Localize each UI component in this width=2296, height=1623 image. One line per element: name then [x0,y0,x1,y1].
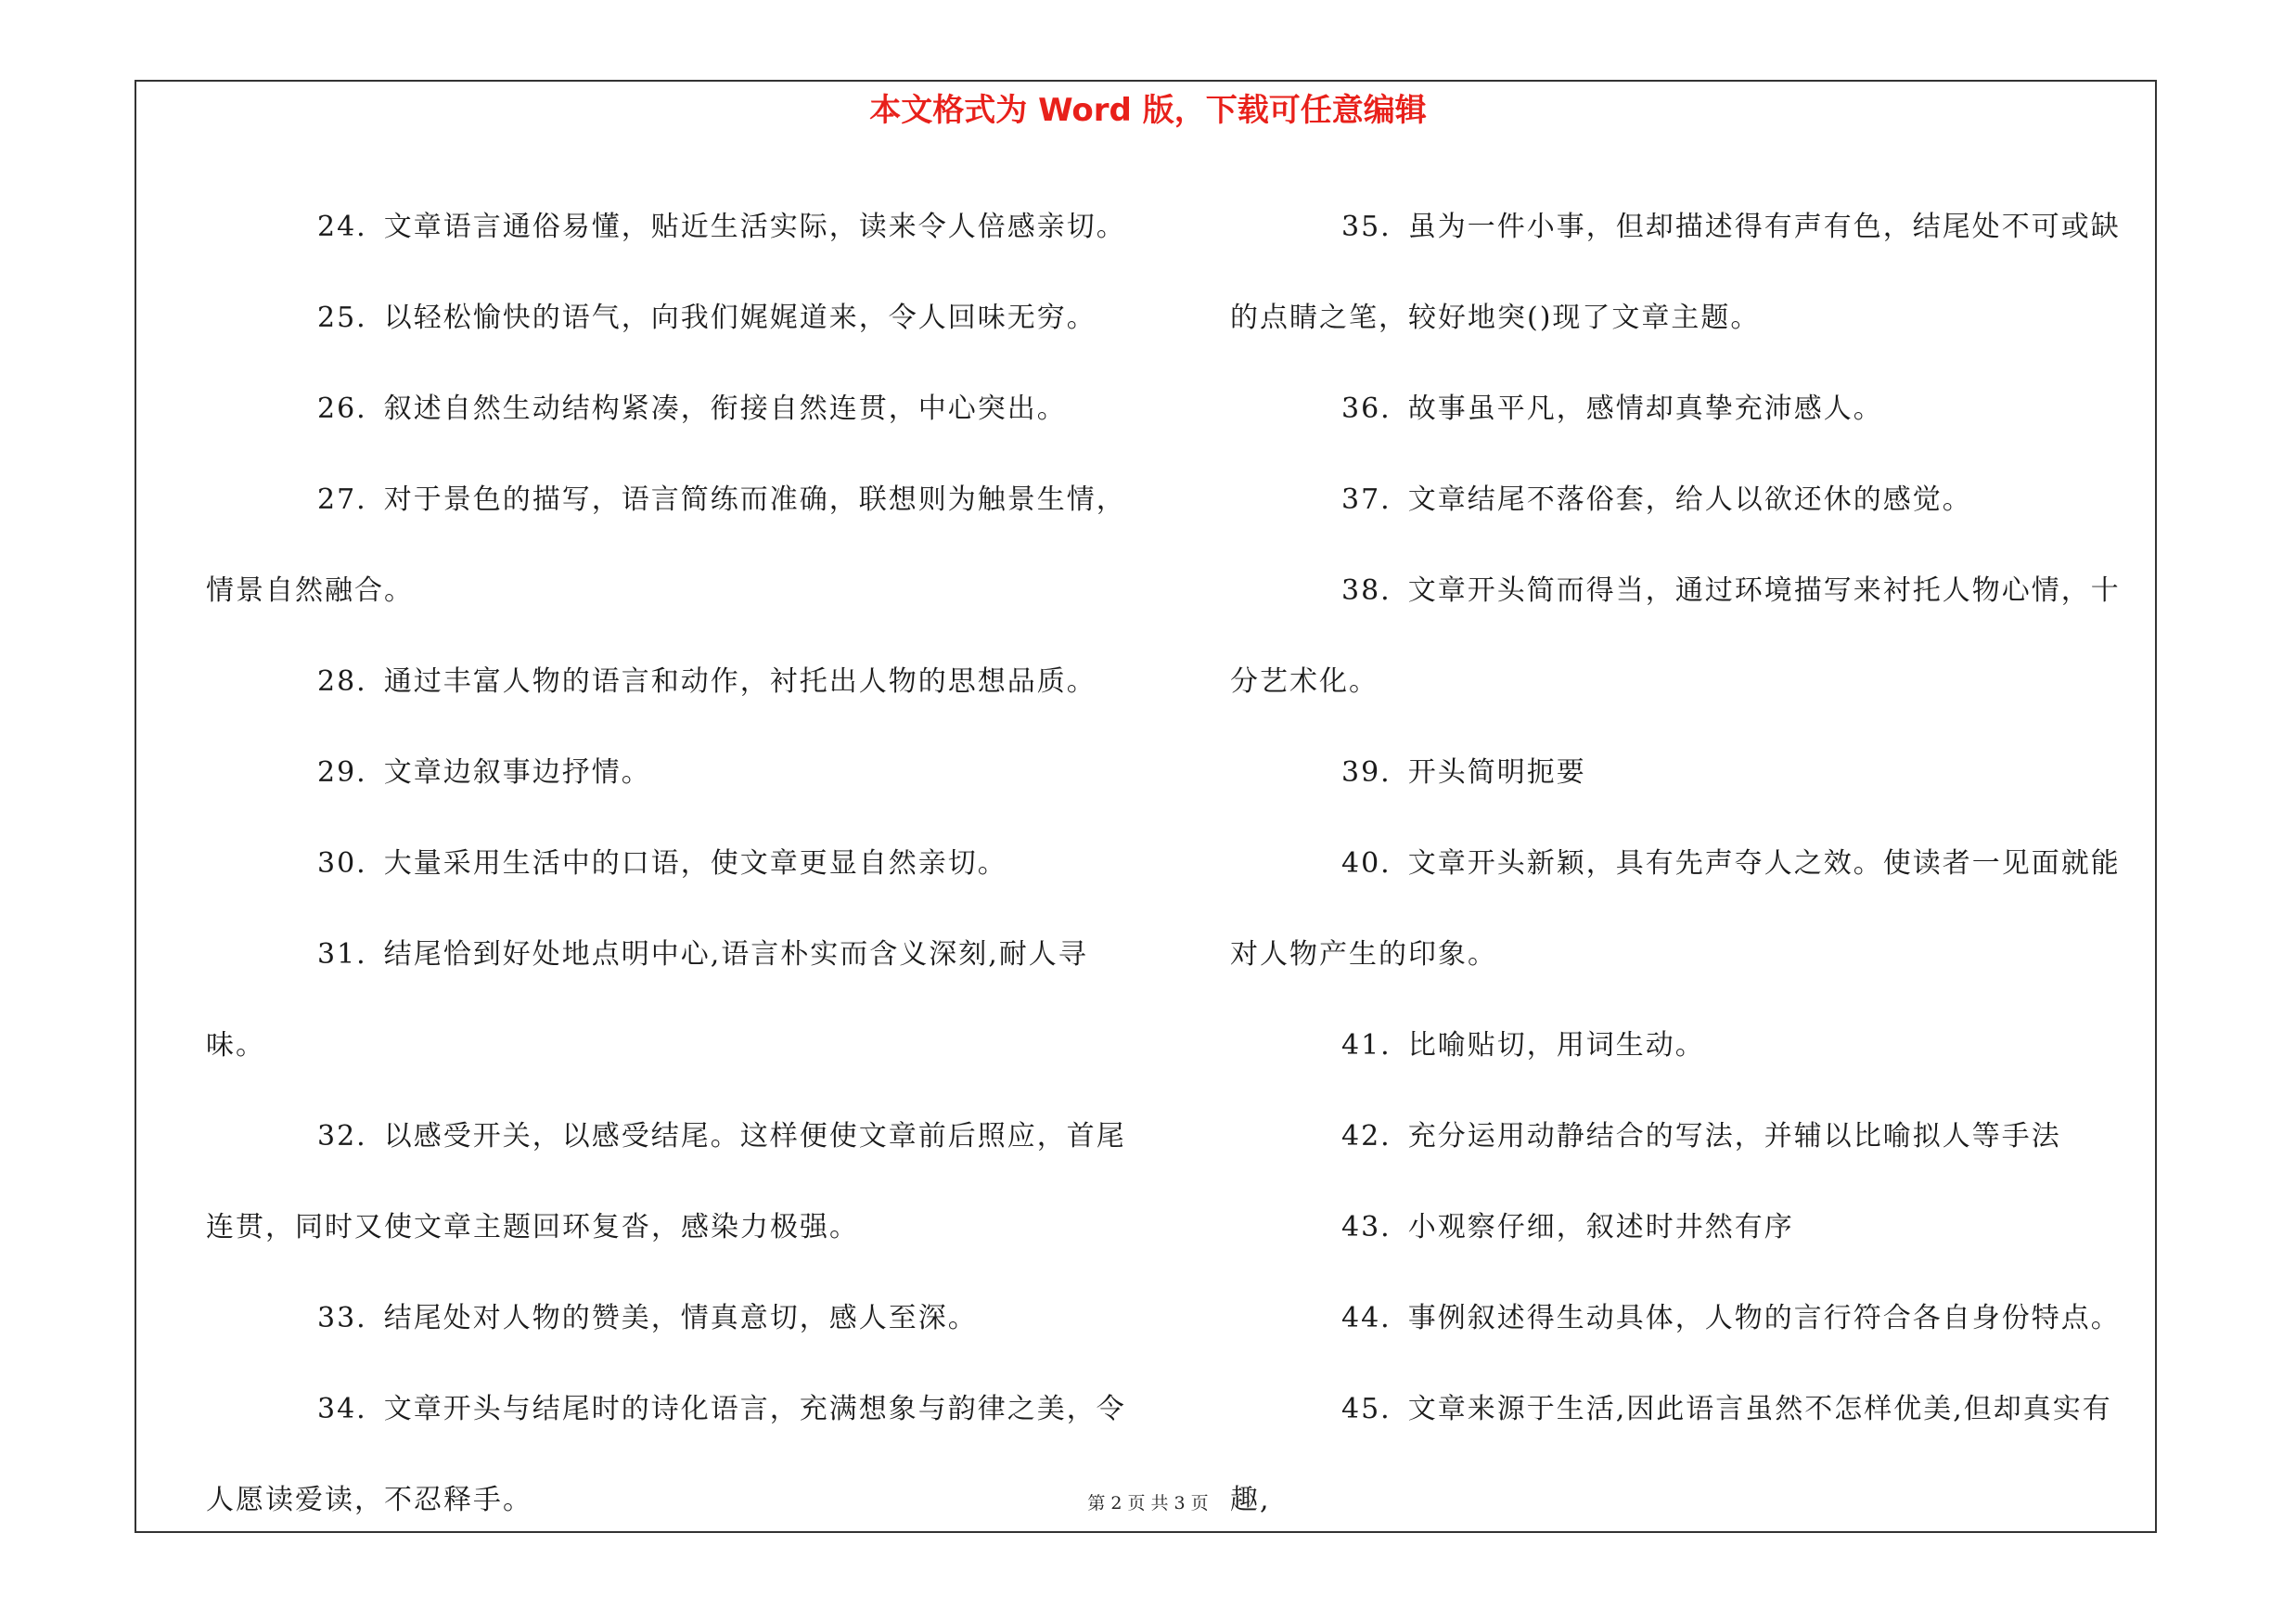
item-text: 故事虽平凡，感情却真挚充沛感人。 [1407,393,1883,425]
item-number: 28. [317,665,367,698]
item-text: 文章边叙事边抒情。 [383,756,651,789]
item-number: 31. [317,938,367,971]
item-number: 35. [1341,211,1392,243]
item-text: 结尾处对人物的赞美，情真意切，感人至深。 [383,1302,978,1334]
list-item [206,1364,1126,1546]
item-text: 充分运用动静结合的写法，并辅以比喻拟人等手法 [1407,1120,2061,1153]
item-number: 25. [317,302,367,334]
list-item [1230,1182,2148,1273]
list-item [206,1273,1126,1364]
item-number: 39. [1341,756,1392,789]
item-number: 41. [1341,1029,1392,1062]
item-number: 42. [1341,1120,1392,1153]
item-text: 结尾恰到好处地点明中心,语言朴实而含义深刻,耐人寻味。 [206,938,1088,1062]
item-text: 文章结尾不落俗套，给人以欲还休的感觉。 [1407,483,1972,516]
list-item [1230,1364,2148,1546]
list-item [1230,546,2148,728]
list-item [206,1091,1126,1273]
item-text: 文章来源于生活,因此语言虽然不怎样优美,但却真实有趣, [1230,1393,2112,1516]
item-text: 比喻贴切，用词生动。 [1407,1029,1705,1062]
item-number: 26. [317,393,367,425]
list-item [206,182,1126,273]
item-number: 36. [1341,393,1392,425]
item-number: 37. [1341,483,1392,516]
item-text: 开头简明扼要 [1407,756,1586,789]
item-number: 34. [317,1393,367,1425]
list-item [206,273,1126,364]
list-item [1230,1273,2148,1364]
list-item [206,728,1126,818]
item-number: 44. [1341,1302,1392,1334]
item-text: 虽为一件小事，但却描述得有声有色，结尾处不可或缺的点睛之笔，较好地突()现了文章主题。 [1230,211,2121,334]
list-item [1230,1000,2148,1091]
list-item [1230,455,2148,546]
item-number: 30. [317,847,367,880]
item-text: 文章开头新颖，具有先声夺人之效。使读者一见面就能对人物产生的印象。 [1230,847,2121,971]
item-number: 32. [317,1120,367,1153]
item-text: 文章开头简而得当，通过环境描写来衬托人物心情，十分艺术化。 [1230,574,2121,698]
item-number: 29. [317,756,367,789]
list-item [1230,182,2148,364]
list-item [206,909,1126,1091]
left-column [206,182,1126,1546]
item-number: 45. [1341,1393,1392,1425]
list-item [1230,818,2148,1000]
list-item [206,364,1126,455]
item-number: 38. [1341,574,1392,607]
item-text: 文章语言通俗易懂，贴近生活实际，读来令人倍感亲切。 [383,211,1126,243]
item-number: 24. [317,211,367,243]
list-item [206,818,1126,909]
item-text: 以感受开关，以感受结尾。这样便使文章前后照应，首尾连贯，同时又使文章主题回环复沓，感染力极强。 [206,1120,1126,1243]
item-number: 27. [317,483,367,516]
list-item [206,455,1126,637]
right-column [1230,182,2148,1546]
page-number: 第 2 页 共 3 页 [1087,1493,1209,1514]
item-text: 文章开头与结尾时的诗化语言，充满想象与韵律之美，令人愿读爱读，不忍释手。 [206,1393,1126,1516]
item-number: 43. [1341,1211,1392,1243]
item-text: 大量采用生活中的口语，使文章更显自然亲切。 [383,847,1007,880]
item-text: 以轻松愉快的语气，向我们娓娓道来，令人回味无穷。 [383,302,1097,334]
item-number: 33. [317,1302,367,1334]
item-text: 小观察仔细，叙述时井然有序 [1407,1211,1794,1243]
list-item [1230,728,2148,818]
list-item [206,637,1126,728]
item-text: 对于景色的描写，语言简练而准确，联想则为触景生情，情景自然融合。 [206,483,1126,607]
list-item [1230,1091,2148,1182]
list-item [1230,364,2148,455]
item-text: 事例叙述得生动具体，人物的言行符合各自身份特点。 [1407,1302,2121,1334]
item-text: 通过丰富人物的语言和动作，衬托出人物的思想品质。 [383,665,1097,698]
item-text: 叙述自然生动结构紧凑，衔接自然连贯，中心突出。 [383,393,1067,425]
format-banner: 本文格式为 Word 版，下载可任意编辑 [869,92,1427,129]
item-number: 40. [1341,847,1392,880]
